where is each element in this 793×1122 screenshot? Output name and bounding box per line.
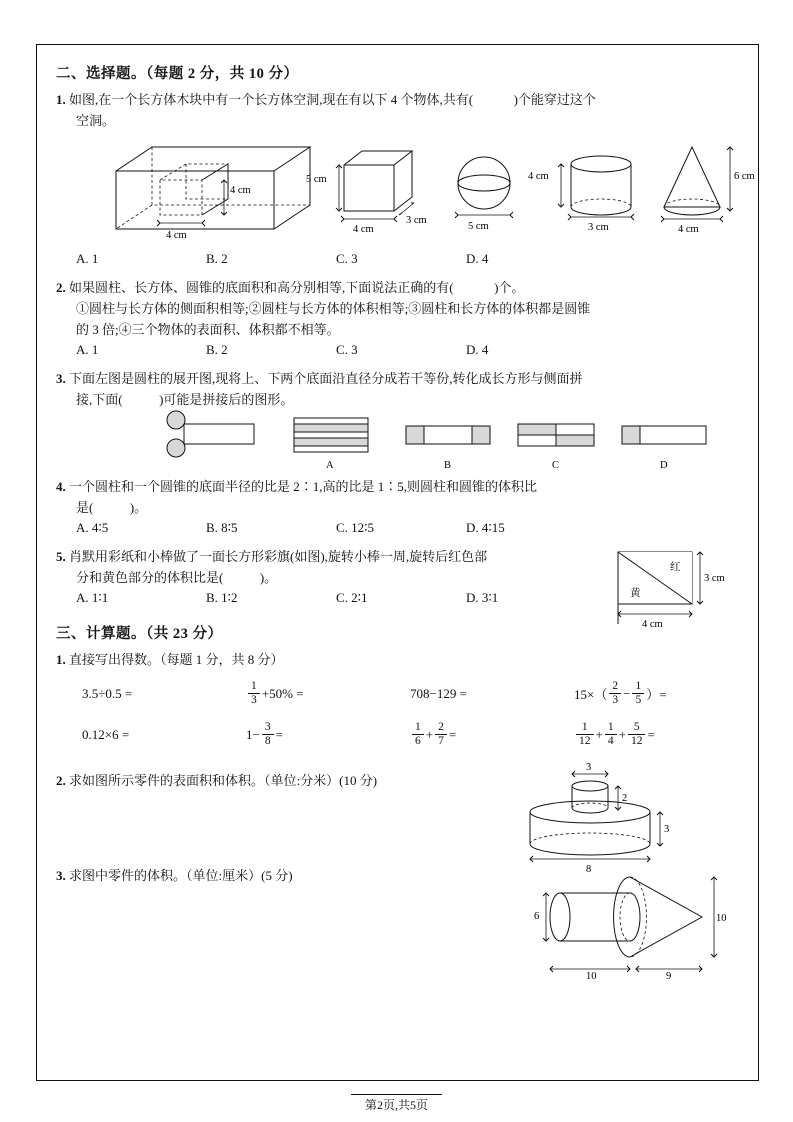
calc-row-2 — [56, 721, 738, 748]
calc-expression: +50% = — [261, 685, 304, 701]
fraction-denominator: 12 — [579, 735, 591, 747]
question-2-4-options — [56, 520, 738, 536]
calc-expression-tail: ）= — [646, 687, 667, 702]
fraction-denominator: 8 — [264, 735, 271, 747]
fraction-denominator: 7 — [438, 735, 444, 747]
fraction-numerator: 1 — [248, 680, 260, 694]
fraction — [248, 680, 260, 707]
option-c[interactable]: C. 3 — [336, 251, 358, 266]
svg-text:4 cm: 4 cm — [353, 224, 374, 235]
fraction-numerator: 1 — [605, 721, 617, 735]
calc-item-6 — [246, 721, 410, 748]
fraction-numerator: 3 — [262, 721, 274, 735]
fraction-denominator: 4 — [607, 735, 614, 747]
question-2-4 — [56, 476, 738, 497]
svg-text:4 cm: 4 cm — [166, 230, 187, 241]
svg-text:D: D — [660, 460, 668, 471]
label-body-height: 3 — [664, 824, 670, 835]
fraction-denominator: 5 — [635, 694, 642, 706]
svg-text:4 cm: 4 cm — [678, 224, 699, 235]
fraction-denominator: 3 — [612, 694, 619, 706]
option-a[interactable]: A. 1 — [76, 251, 99, 266]
fraction-denominator: 6 — [415, 735, 421, 747]
calc-expression: 0.12×6 = — [82, 726, 130, 742]
option-c[interactable]: C. 2∶1 — [336, 590, 368, 605]
svg-text:C: C — [552, 460, 560, 471]
question-text-2: 分和黄色部分的体积比是( — [76, 570, 224, 585]
fraction-numerator: 5 — [628, 721, 646, 735]
label-top-diameter: 3 — [586, 762, 592, 773]
figure-part-cylinder-cone — [506, 869, 736, 982]
fraction — [576, 721, 594, 748]
fraction — [435, 721, 447, 748]
fraction-numerator: 1 — [632, 680, 644, 694]
label-body-diameter: 8 — [586, 864, 592, 875]
question-text: 求图中零件的体积。（单位:厘米）(5 分) — [69, 868, 293, 883]
option-b[interactable]: B. 8∶5 — [206, 520, 238, 535]
question-number: 4. — [56, 479, 66, 494]
question-2-2-line2: ①圆柱与长方体的侧面积相等;②圆柱与长方体的体积相等;③圆柱和长方体的体积都是圆锥 — [76, 301, 591, 316]
question-2-2-options — [56, 342, 738, 358]
fraction — [262, 721, 274, 748]
question-2-3-figures — [56, 410, 738, 476]
question-number: 3. — [56, 371, 66, 386]
option-d[interactable]: D. 4∶15 — [466, 520, 505, 535]
svg-text:A: A — [326, 460, 334, 471]
figure-cube — [306, 151, 427, 235]
flag-yellow-label: 黄 — [630, 588, 641, 599]
fraction — [605, 721, 617, 748]
svg-text:5 cm: 5 cm — [306, 174, 327, 185]
question-number: 3. — [56, 868, 66, 883]
figure-option-c — [518, 424, 594, 471]
calc-item-4 — [574, 680, 738, 707]
label-cone-length: 9 — [666, 971, 672, 982]
option-d[interactable]: D. 3∶1 — [466, 590, 499, 605]
question-text: 如图,在一个长方体木块中有一个长方体空洞,现在有以下 4 个物体,共有( — [69, 92, 474, 107]
calc-expression-tail: = — [448, 726, 457, 742]
option-a[interactable]: A. 1 — [76, 342, 99, 357]
operator: + — [595, 726, 603, 742]
label-cyl-length: 10 — [586, 971, 597, 982]
question-text-3: )可能是拼接后的图形。 — [159, 392, 294, 407]
calc-expression: 3.5÷0.5 = — [82, 685, 133, 701]
figure-cylinder — [528, 156, 634, 233]
calc-item-2 — [246, 680, 410, 707]
question-number: 1. — [56, 652, 66, 667]
question-number: 2. — [56, 773, 66, 788]
svg-text:4 cm: 4 cm — [528, 171, 549, 182]
question-text: 下面左图是圆柱的展开图,现将上、下两个底面沿直径分成若干等份,转化成长方形与侧面拼 — [69, 371, 583, 386]
question-3-1 — [56, 649, 738, 670]
question-2-1-line2: 空洞。 — [76, 113, 116, 128]
figure-sphere — [455, 157, 513, 232]
figure-option-b — [406, 426, 490, 471]
operator: − — [623, 685, 631, 701]
page-content — [56, 62, 755, 982]
question-text: 一个圆柱和一个圆锥的底面半径的比是 2∶1,高的比是 1∶5,则圆柱和圆锥的体积比 — [69, 479, 538, 494]
figure-flag — [608, 548, 748, 628]
svg-text:4 cm: 4 cm — [230, 185, 251, 196]
question-2-2 — [56, 277, 738, 298]
question-text-2: )个。 — [494, 280, 525, 295]
figure-part-cylinder-on-cylinder — [518, 764, 728, 876]
question-2-3-line2 — [56, 389, 738, 410]
question-text: 肖默用彩纸和小棒做了一面长方形彩旗(如图),旋转小棒一周,旋转后红色部 — [69, 549, 488, 564]
question-number: 5. — [56, 549, 66, 564]
calc-expression-lead: 1− — [246, 726, 260, 742]
question-text-2: )个能穿过这个 — [513, 92, 596, 107]
question-text: 求如图所示零件的表面积和体积。（单位:分米）(10 分) — [69, 773, 378, 788]
calc-item-1 — [82, 686, 246, 702]
option-b[interactable]: B. 1∶2 — [206, 590, 238, 605]
option-b[interactable]: B. 2 — [206, 342, 228, 357]
question-2-3 — [56, 368, 738, 389]
fraction-denominator: 12 — [630, 735, 643, 747]
question-number: 1. — [56, 92, 66, 107]
option-c[interactable]: C. 12∶5 — [336, 520, 375, 535]
option-b[interactable]: B. 2 — [206, 251, 228, 266]
question-number: 2. — [56, 280, 66, 295]
flag-red-label: 红 — [670, 562, 681, 573]
fraction — [628, 721, 646, 748]
option-a[interactable]: A. 4∶5 — [76, 520, 109, 535]
question-text: 如果圆柱、长方体、圆锥的底面积和高分别相等,下面说法正确的有( — [69, 280, 454, 295]
question-2-5 — [56, 546, 596, 567]
question-text-2: 接,下面( — [76, 392, 123, 407]
page-footer — [0, 1096, 793, 1113]
section-3-title: 三、计算题。（共 23 分） — [56, 626, 223, 642]
question-2-1-options — [56, 251, 738, 267]
option-c[interactable]: C. 3 — [336, 342, 358, 357]
page-number: 第2页,共5页 — [351, 1094, 442, 1112]
question-2-5-line2 — [56, 567, 616, 588]
question-text-3: )。 — [259, 570, 278, 585]
question-2-4-line2 — [56, 497, 738, 518]
calc-row-1 — [56, 680, 738, 707]
calc-item-7 — [410, 721, 574, 748]
calc-item-8 — [574, 721, 738, 748]
calc-expression: 708−129 = — [410, 685, 467, 701]
option-d[interactable]: D. 4 — [466, 342, 489, 357]
calc-expression-lead: 15×（ — [574, 687, 608, 702]
calc-item-3 — [410, 686, 574, 702]
fraction-numerator: 1 — [412, 721, 424, 735]
svg-text:3 cm: 3 cm — [406, 215, 427, 226]
figure-cuboid-with-hole — [116, 147, 310, 241]
figure-group-unfoldings — [56, 410, 738, 476]
fraction-denominator: 3 — [251, 694, 257, 706]
figure-cylinder-net — [167, 411, 254, 457]
fraction — [412, 721, 424, 748]
svg-text:6 cm: 6 cm — [734, 171, 755, 182]
fraction-numerator: 2 — [609, 680, 621, 694]
option-a[interactable]: A. 1∶1 — [76, 590, 109, 605]
figure-option-d — [622, 426, 706, 471]
label-top-height: 2 — [622, 793, 628, 804]
figure-option-a — [294, 418, 368, 471]
fraction — [609, 680, 621, 707]
option-d[interactable]: D. 4 — [466, 251, 489, 266]
calc-expression-tail: = — [647, 726, 655, 742]
operator: + — [618, 726, 626, 742]
calc-item-5 — [82, 727, 246, 743]
label-total-height: 10 — [716, 913, 727, 924]
fraction-numerator: 2 — [435, 721, 447, 735]
fraction — [632, 680, 644, 707]
fraction-numerator: 1 — [576, 721, 594, 735]
svg-text:3 cm: 3 cm — [588, 222, 609, 233]
flag-width-label: 4 cm — [642, 619, 663, 630]
label-cyl-diameter: 6 — [534, 911, 540, 922]
question-2-1 — [56, 89, 738, 110]
question-text-3: )。 — [129, 500, 148, 515]
question-2-1-figures — [56, 131, 755, 249]
svg-text:B: B — [444, 460, 452, 471]
figure-group-solids — [56, 131, 755, 249]
question-text-2: 是( — [76, 500, 94, 515]
question-text: 直接写出得数。（每题 1 分，共 8 分） — [69, 652, 284, 667]
operator: + — [425, 726, 434, 742]
question-2-2-line3: 的 3 倍;④三个物体的表面积、体积都不相等。 — [76, 322, 340, 337]
calc-expression-tail: = — [275, 726, 283, 742]
flag-height-label: 3 cm — [704, 573, 725, 584]
svg-text:5 cm: 5 cm — [468, 221, 489, 232]
section-2-title: 二、选择题。（每题 2 分，共 10 分） — [56, 66, 299, 82]
